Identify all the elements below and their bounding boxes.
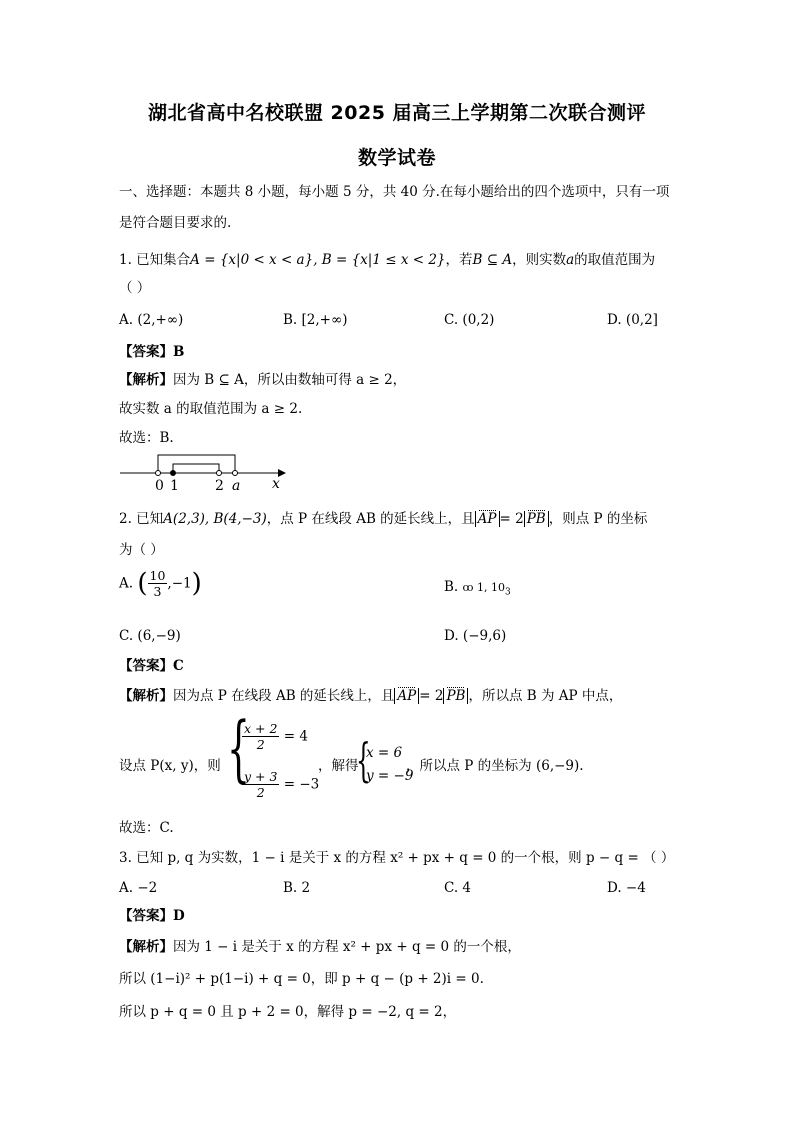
q3-analysis-label: 【解析】 [119,939,173,955]
q2-eq1-num: x + 2 [244,721,278,736]
q2-option-a-den: 3 [153,584,162,599]
point-a [233,471,238,476]
q2-eq2-rhs: = −3 [283,776,320,793]
section-intro-line1: 一、选择题：本题共 8 小题，每小题 5 分，共 40 分.在每小题给出的四个选项中，只有一项 [119,184,670,200]
q2-option-a-rest: ,−1 [167,575,192,592]
q1-paren: （ ） [119,280,151,296]
q1-cond: B ⊆ A [472,252,513,268]
q2-option-a-lparen: ( [137,568,148,599]
axis-label-2: 2 [215,478,224,492]
q2-option-d[interactable]: D. (−9,6) [444,628,507,644]
q1-option-c[interactable]: C. (0,2) [444,312,495,328]
q2-option-b-label: B. [444,579,459,595]
q3-stem: 3. 已知 p, q 为实数，1 − i 是关于 x 的方程 x² + px + q = 0 的一个根，则 p − q = （ ） [119,850,675,866]
q1-option-d[interactable]: D. (0,2] [607,312,658,328]
q2-solve-text: ，解得 [318,758,359,774]
point-1 [171,471,176,476]
q2-option-a-fraction [148,568,168,599]
q2-option-b-text: ꝏ 1, 10 [462,581,505,594]
q1-cond-text: ，若 [445,252,473,268]
q3-analysis-line1 [119,938,521,956]
q3-option-a[interactable]: A. −2 [119,880,158,896]
q1-var: a [566,252,575,268]
axis-label-a: a [232,478,241,492]
q2-sol2: y = −9 [366,768,414,784]
q3-answer: 【答案】D [119,908,185,924]
q3-option-d[interactable]: D. −4 [607,880,646,896]
q2-analysis-line1 [119,687,622,705]
q2-analysis-abs-pb [443,688,468,704]
q2-eq2-num: y + 3 [244,769,278,784]
q1-prefix: 1. 已知集合 [119,252,191,268]
q1-tail2: 的取值范围为 [574,252,656,268]
q2-analysis-vec-pb: PB [446,688,466,704]
q2-cond-eq: = 2 [499,511,524,527]
q2-analysis-eq: = 2 [419,688,444,704]
q2-eq2-den: 2 [256,785,265,800]
q2-option-a[interactable] [119,568,202,614]
q2-eq1 [242,721,308,752]
q2-analysis-label: 【解析】 [119,688,173,704]
q3-option-b[interactable]: B. 2 [283,880,311,896]
q2-eq1-rhs: = 4 [283,728,308,745]
q2-tail2: 为（ ） [119,542,164,558]
number-line-diagram [115,450,295,492]
q3-analysis-line2: 所以 (1−i)² + p(1−i) + q = 0，即 p + q − (p + 2)i = 0. [119,971,484,987]
q3-analysis1: 因为 1 − i 是关于 x 的方程 x² + px + q = 0 的一个根， [173,939,521,955]
q1-option-a[interactable]: A. (2,+∞) [119,312,184,328]
q2-option-a-rparen: ) [191,568,202,599]
q2-option-a-num: 10 [149,568,166,583]
q2-tail: ，则点 P 的坐标 [548,511,648,527]
q2-abs-pb [524,511,549,527]
q2-analysis-abs-ap [394,688,419,704]
q2-vec-ap: AP [477,511,497,527]
point-2 [217,471,222,476]
q2-option-b[interactable] [444,578,511,602]
point-0 [156,471,161,476]
q1-stem [119,251,655,269]
q2-set-text: 设点 P(x, y)，则 [119,758,221,774]
q2-sol1: x = 6 [366,745,403,761]
axis-label-0: 0 [155,478,164,492]
q2-option-a-label: A. [119,575,134,592]
q1-choose: 故选：B. [119,430,174,446]
q2-mid: ，点 P 在线段 AB 的延长线上，且 [266,511,475,527]
set-b-bracket [173,464,219,473]
q2-eq1-den: 2 [256,737,265,752]
q1-option-b[interactable]: B. [2,+∞) [283,312,348,328]
axis-label-1: 1 [170,478,179,492]
q2-vec-pb: PB [526,511,546,527]
section-intro-line2: 是符合题目要求的. [119,215,232,231]
q2-system-brace: { [227,706,250,790]
q1-answer: 【答案】B [119,344,185,360]
q3-analysis-line3: 所以 p + q = 0 且 p + 2 = 0，解得 p = −2, q = 2， [119,1004,457,1020]
q2-option-b-den: 3 [505,587,511,598]
q2-solution-brace: { [356,733,371,787]
q2-analysis-vec-ap: AP [397,688,417,704]
q1-analysis-line1 [119,371,406,389]
q1-analysis-label: 【解析】 [119,372,173,388]
q2-result: ，所以点 P 的坐标为 (6,−9). [406,758,584,774]
q2-choose: 故选：C. [119,820,174,836]
q2-points: A(2,3), B(4,−3) [163,511,267,527]
q1-tail: ，则实数 [512,252,567,268]
q2-stem [119,510,647,528]
axis-label-x: x [272,476,280,492]
q2-prefix: 2. 已知 [119,511,164,527]
q2-abs-ap [475,511,500,527]
q1-analysis1: 因为 B ⊆ A，所以由数轴可得 a ≥ 2， [173,372,407,388]
q1-analysis-line2: 故实数 a 的取值范围为 a ≥ 2. [119,401,303,417]
q2-analysis1b: ，所以点 B 为 AP 中点， [468,688,623,704]
q2-answer: 【答案】C [119,658,184,674]
q2-eq2 [242,769,319,800]
q2-eq2-frac [242,769,279,800]
q2-eq1-frac [242,721,279,752]
exam-title: 湖北省高中名校联盟 2025 届高三上学期第二次联合测评 [147,102,647,124]
exam-subtitle: 数学试卷 [357,147,436,169]
q2-analysis1a: 因为点 P 在线段 AB 的延长线上，且 [173,688,395,704]
q2-option-c[interactable]: C. (6,−9) [119,628,181,644]
q3-option-c[interactable]: C. 4 [444,880,472,896]
q1-sets: A = {x|0 < x < a}, B = {x|1 ≤ x < 2} [190,252,446,268]
